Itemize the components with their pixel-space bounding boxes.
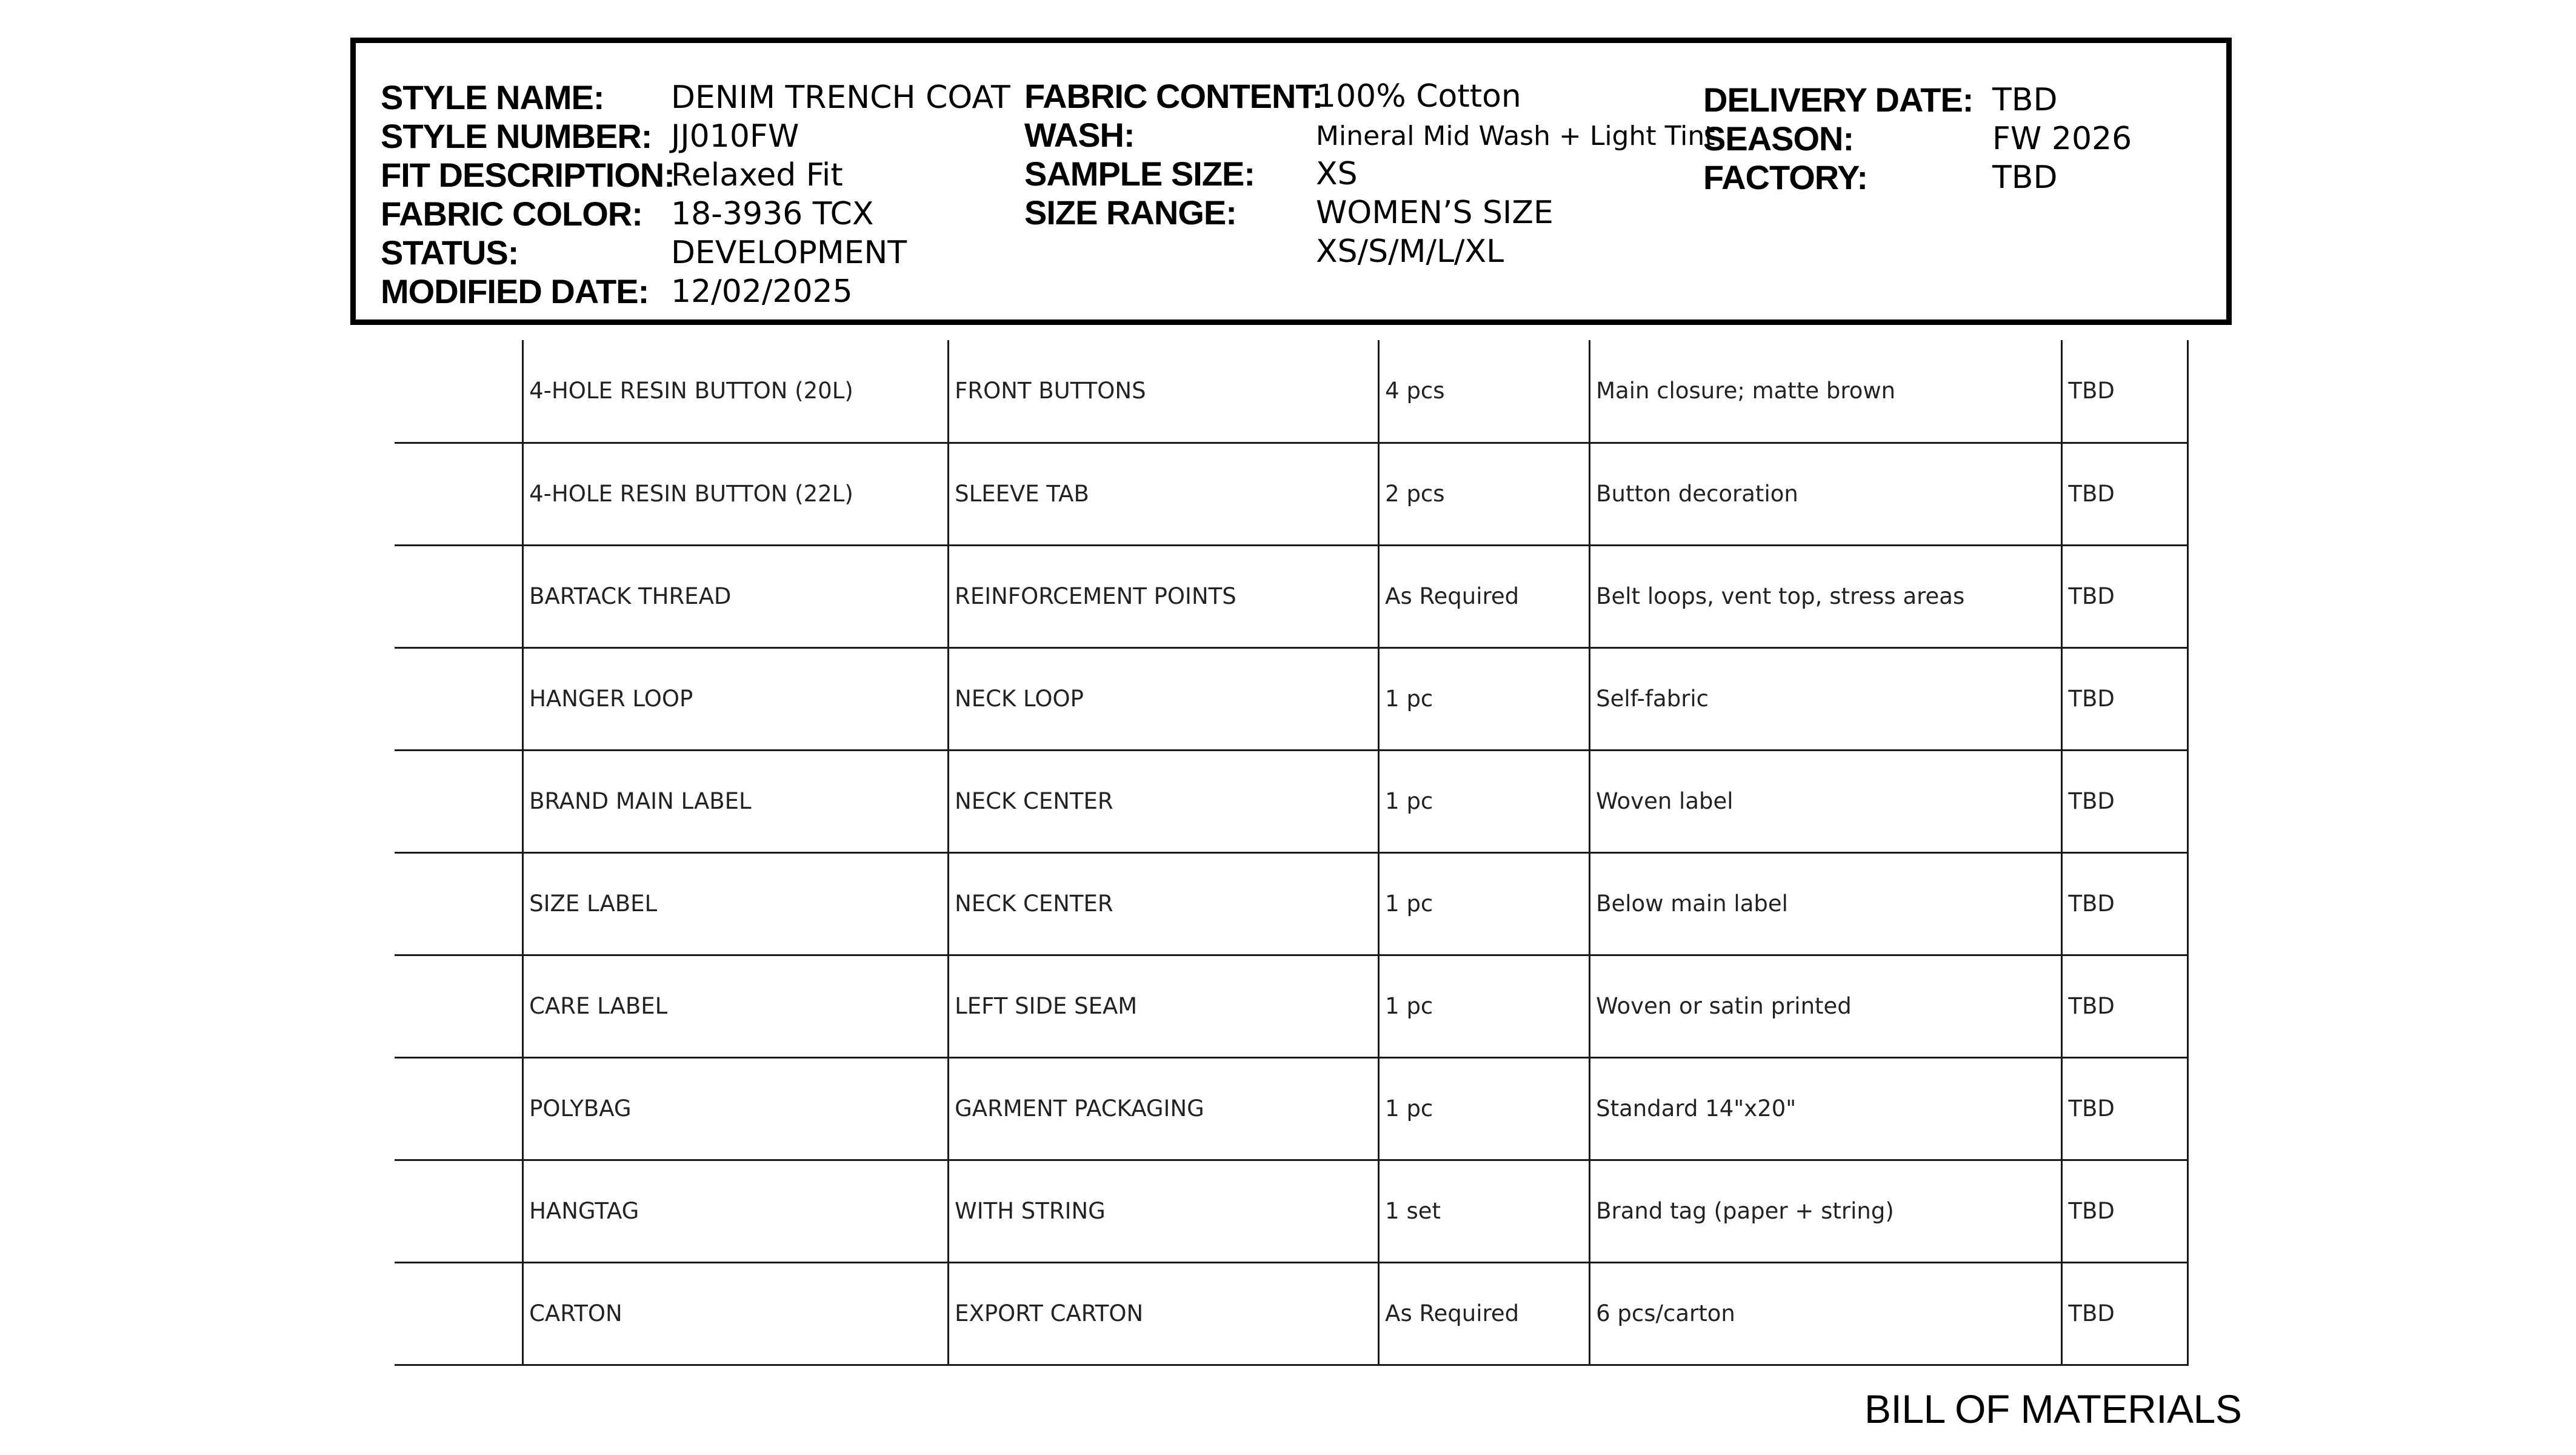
placement-cell: REINFORCEMENT POINTS [949,545,1379,647]
qty-cell: 4 pcs [1379,340,1590,443]
delivery-date-value: TBD [1992,82,2058,118]
style-number-label: STYLE NUMBER: [381,117,652,155]
qty-cell: As Required [1379,545,1590,647]
style-name-value: DENIM TRENCH COAT [671,79,1010,116]
placement-cell: NECK CENTER [949,750,1379,852]
qty-cell: 1 pc [1379,647,1590,750]
item-cell: 4-HOLE RESIN BUTTON (22L) [523,443,949,545]
supplier-cell: TBD [2062,750,2188,852]
qty-cell: 1 pc [1379,1057,1590,1160]
row-blank-cell [395,443,523,545]
comments-cell: Woven label [1590,750,2062,852]
qty-cell: 1 pc [1379,750,1590,852]
status-value: DEVELOPMENT [671,235,907,271]
item-cell: CARTON [523,1262,949,1365]
supplier-cell: TBD [2062,647,2188,750]
modified-date-value: 12/02/2025 [671,273,853,310]
table-row [395,1262,2188,1365]
supplier-cell: TBD [2062,1262,2188,1365]
supplier-cell: TBD [2062,852,2188,955]
table-row [395,443,2188,545]
table-row [395,340,2188,443]
fit-description-label: FIT DESCRIPTION: [381,156,675,194]
style-info-header [350,38,2232,325]
wash-label: WASH: [1024,116,1135,154]
size-range-label: SIZE RANGE: [1024,193,1236,232]
row-blank-cell [395,852,523,955]
size-range-value-line1: WOMEN’S SIZE [1316,195,1553,231]
qty-cell: 1 set [1379,1160,1590,1262]
bom-table [395,340,2189,1366]
item-cell: BARTACK THREAD [523,545,949,647]
placement-cell: NECK LOOP [949,647,1379,750]
table-row [395,852,2188,955]
wash-value: Mineral Mid Wash + Light Tint [1316,121,1715,152]
comments-cell: Button decoration [1590,443,2062,545]
item-cell: 4-HOLE RESIN BUTTON (20L) [523,340,949,443]
supplier-cell: TBD [2062,443,2188,545]
modified-date-label: MODIFIED DATE: [381,272,649,310]
placement-cell: EXPORT CARTON [949,1262,1379,1365]
qty-cell: As Required [1379,1262,1590,1365]
sample-size-value: XS [1316,156,1358,192]
supplier-cell: TBD [2062,955,2188,1057]
comments-cell: Main closure; matte brown [1590,340,2062,443]
table-row [395,955,2188,1057]
sample-size-label: SAMPLE SIZE: [1024,155,1255,193]
comments-cell: Standard 14"x20" [1590,1057,2062,1160]
row-blank-cell [395,545,523,647]
fabric-color-value: 18-3936 TCX [671,196,874,232]
item-cell: CARE LABEL [523,955,949,1057]
comments-cell: Below main label [1590,852,2062,955]
fabric-content-label: FABRIC CONTENT: [1024,77,1323,115]
fabric-content-value: 100% Cotton [1316,78,1521,115]
table-row [395,750,2188,852]
item-cell: HANGER LOOP [523,647,949,750]
item-cell: SIZE LABEL [523,852,949,955]
row-blank-cell [395,1262,523,1365]
item-cell: HANGTAG [523,1160,949,1262]
comments-cell: Belt loops, vent top, stress areas [1590,545,2062,647]
qty-cell: 1 pc [1379,955,1590,1057]
comments-cell: Self-fabric [1590,647,2062,750]
fabric-color-label: FABRIC COLOR: [381,195,642,233]
status-label: STATUS: [381,233,519,272]
placement-cell: WITH STRING [949,1160,1379,1262]
factory-label: FACTORY: [1703,158,1867,196]
row-blank-cell [395,1057,523,1160]
row-blank-cell [395,340,523,443]
delivery-date-label: DELIVERY DATE: [1703,81,1974,119]
supplier-cell: TBD [2062,1160,2188,1262]
row-blank-cell [395,647,523,750]
table-row [395,545,2188,647]
placement-cell: LEFT SIDE SEAM [949,955,1379,1057]
table-row [395,1160,2188,1262]
season-label: SEASON: [1703,119,1854,158]
size-range-value-line2: XS/S/M/L/XL [1316,233,1504,270]
season-value: FW 2026 [1992,121,2132,157]
table-row [395,1057,2188,1160]
row-blank-cell [395,750,523,852]
supplier-cell: TBD [2062,545,2188,647]
supplier-cell: TBD [2062,340,2188,443]
comments-cell: Woven or satin printed [1590,955,2062,1057]
factory-value: TBD [1992,159,2058,196]
placement-cell: NECK CENTER [949,852,1379,955]
supplier-cell: TBD [2062,1057,2188,1160]
row-blank-cell [395,955,523,1057]
comments-cell: Brand tag (paper + string) [1590,1160,2062,1262]
table-row [395,647,2188,750]
page-title: BILL OF MATERIALS [1864,1386,2242,1431]
comments-cell: 6 pcs/carton [1590,1262,2062,1365]
item-cell: BRAND MAIN LABEL [523,750,949,852]
fit-description-value: Relaxed Fit [671,157,843,193]
item-cell: POLYBAG [523,1057,949,1160]
style-number-value: JJ010FW [671,118,799,155]
qty-cell: 2 pcs [1379,443,1590,545]
style-name-label: STYLE NAME: [381,78,604,116]
placement-cell: SLEEVE TAB [949,443,1379,545]
placement-cell: GARMENT PACKAGING [949,1057,1379,1160]
placement-cell: FRONT BUTTONS [949,340,1379,443]
row-blank-cell [395,1160,523,1262]
qty-cell: 1 pc [1379,852,1590,955]
